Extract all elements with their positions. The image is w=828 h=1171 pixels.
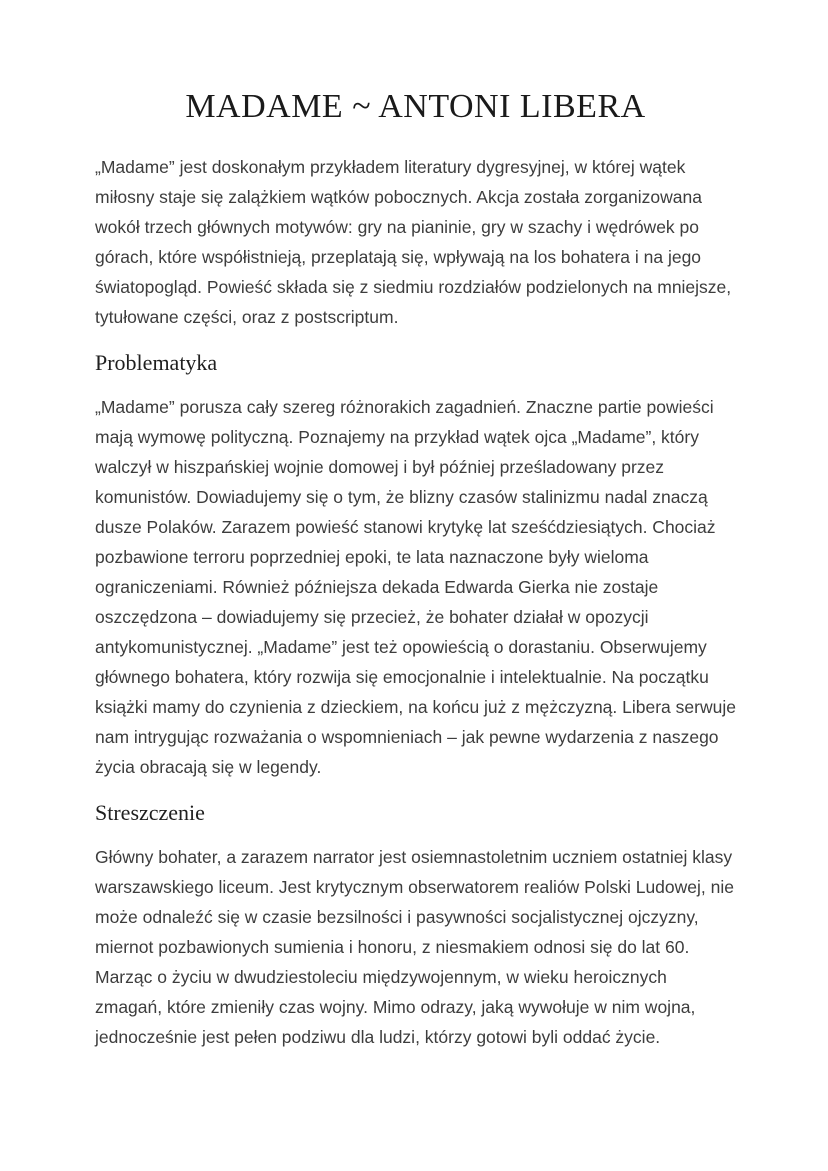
streszczenie-paragraph: Główny bohater, a zarazem narrator jest osiemnastoletnim uczniem ostatniej klasy warszawskiego liceum. Jest krytycznym obserwatorem realiów Polski Ludowej, nie może odnaleźć się w czasie bezsilności i pasywności socjalistycznej ojczyzny, miernot pozbawionych sumienia i honoru, z niesmakiem odnosi się do lat 60. Marząc o życiu w dwudziestoleciu międzywojennym, w wieku heroicznych zmagań, które zmieniły czas wojny. Mimo odrazy, jaką wywołuje w nim wojna, jednocześnie jest pełen podziwu dla ludzi, którzy gotowi byli oddać życie. [95,847,734,1047]
page-title: MADAME ~ ANTONI LIBERA [185,88,646,125]
section-heading-streszczenie: Streszczenie [95,800,205,825]
problematyka-paragraph: „Madame” porusza cały szereg różnorakich zagadnień. Znaczne partie powieści mają wymowę polityczną. Poznajemy na przykład wątek ojca „Madame”, który walczył w hiszpańskiej wojnie domowej i był później prześladowany przez komunistów. Dowiadujemy się o tym, że blizny czasów stalinizmu nadal znaczą dusze Polaków. Zarazem powieść stanowi krytykę lat sześćdziesiątych. Chociaż pozbawione terroru poprzedniej epoki, te lata naznaczone były wieloma ograniczeniami. Również późniejsza dekada Edwarda Gierka nie zostaje oszczędzona – dowiadujemy się przecież, że bohater działał w opozycji antykomunistycznej. „Madame” jest też opowieścią o dorastaniu. Obserwujemy głównego bohatera, który rozwija się emocjonalnie i intelektualnie. Na początku książki mamy do czynienia z dzieckiem, na końcu już z mężczyzną. Libera serwuje nam intrygując rozważania o wspomnieniach – jak pewne wydarzenia z naszego życia obracają się w legendy. [95,397,736,777]
section-heading-problematyka: Problematyka [95,350,218,375]
intro-paragraph: „Madame” jest doskonałym przykładem literatury dygresyjnej, w której wątek miłosny staje się zalążkiem wątków pobocznych. Akcja została zorganizowana wokół trzech głównych motywów: gry na pianinie, gry w szachy i wędrówek po górach, które współistnieją, przeplatają się, wpływają na los bohatera i na jego światopogląd. Powieść składa się z siedmiu rozdziałów podzielonych na mniejsze, tytułowane części, oraz z postscriptum. [95,157,732,327]
